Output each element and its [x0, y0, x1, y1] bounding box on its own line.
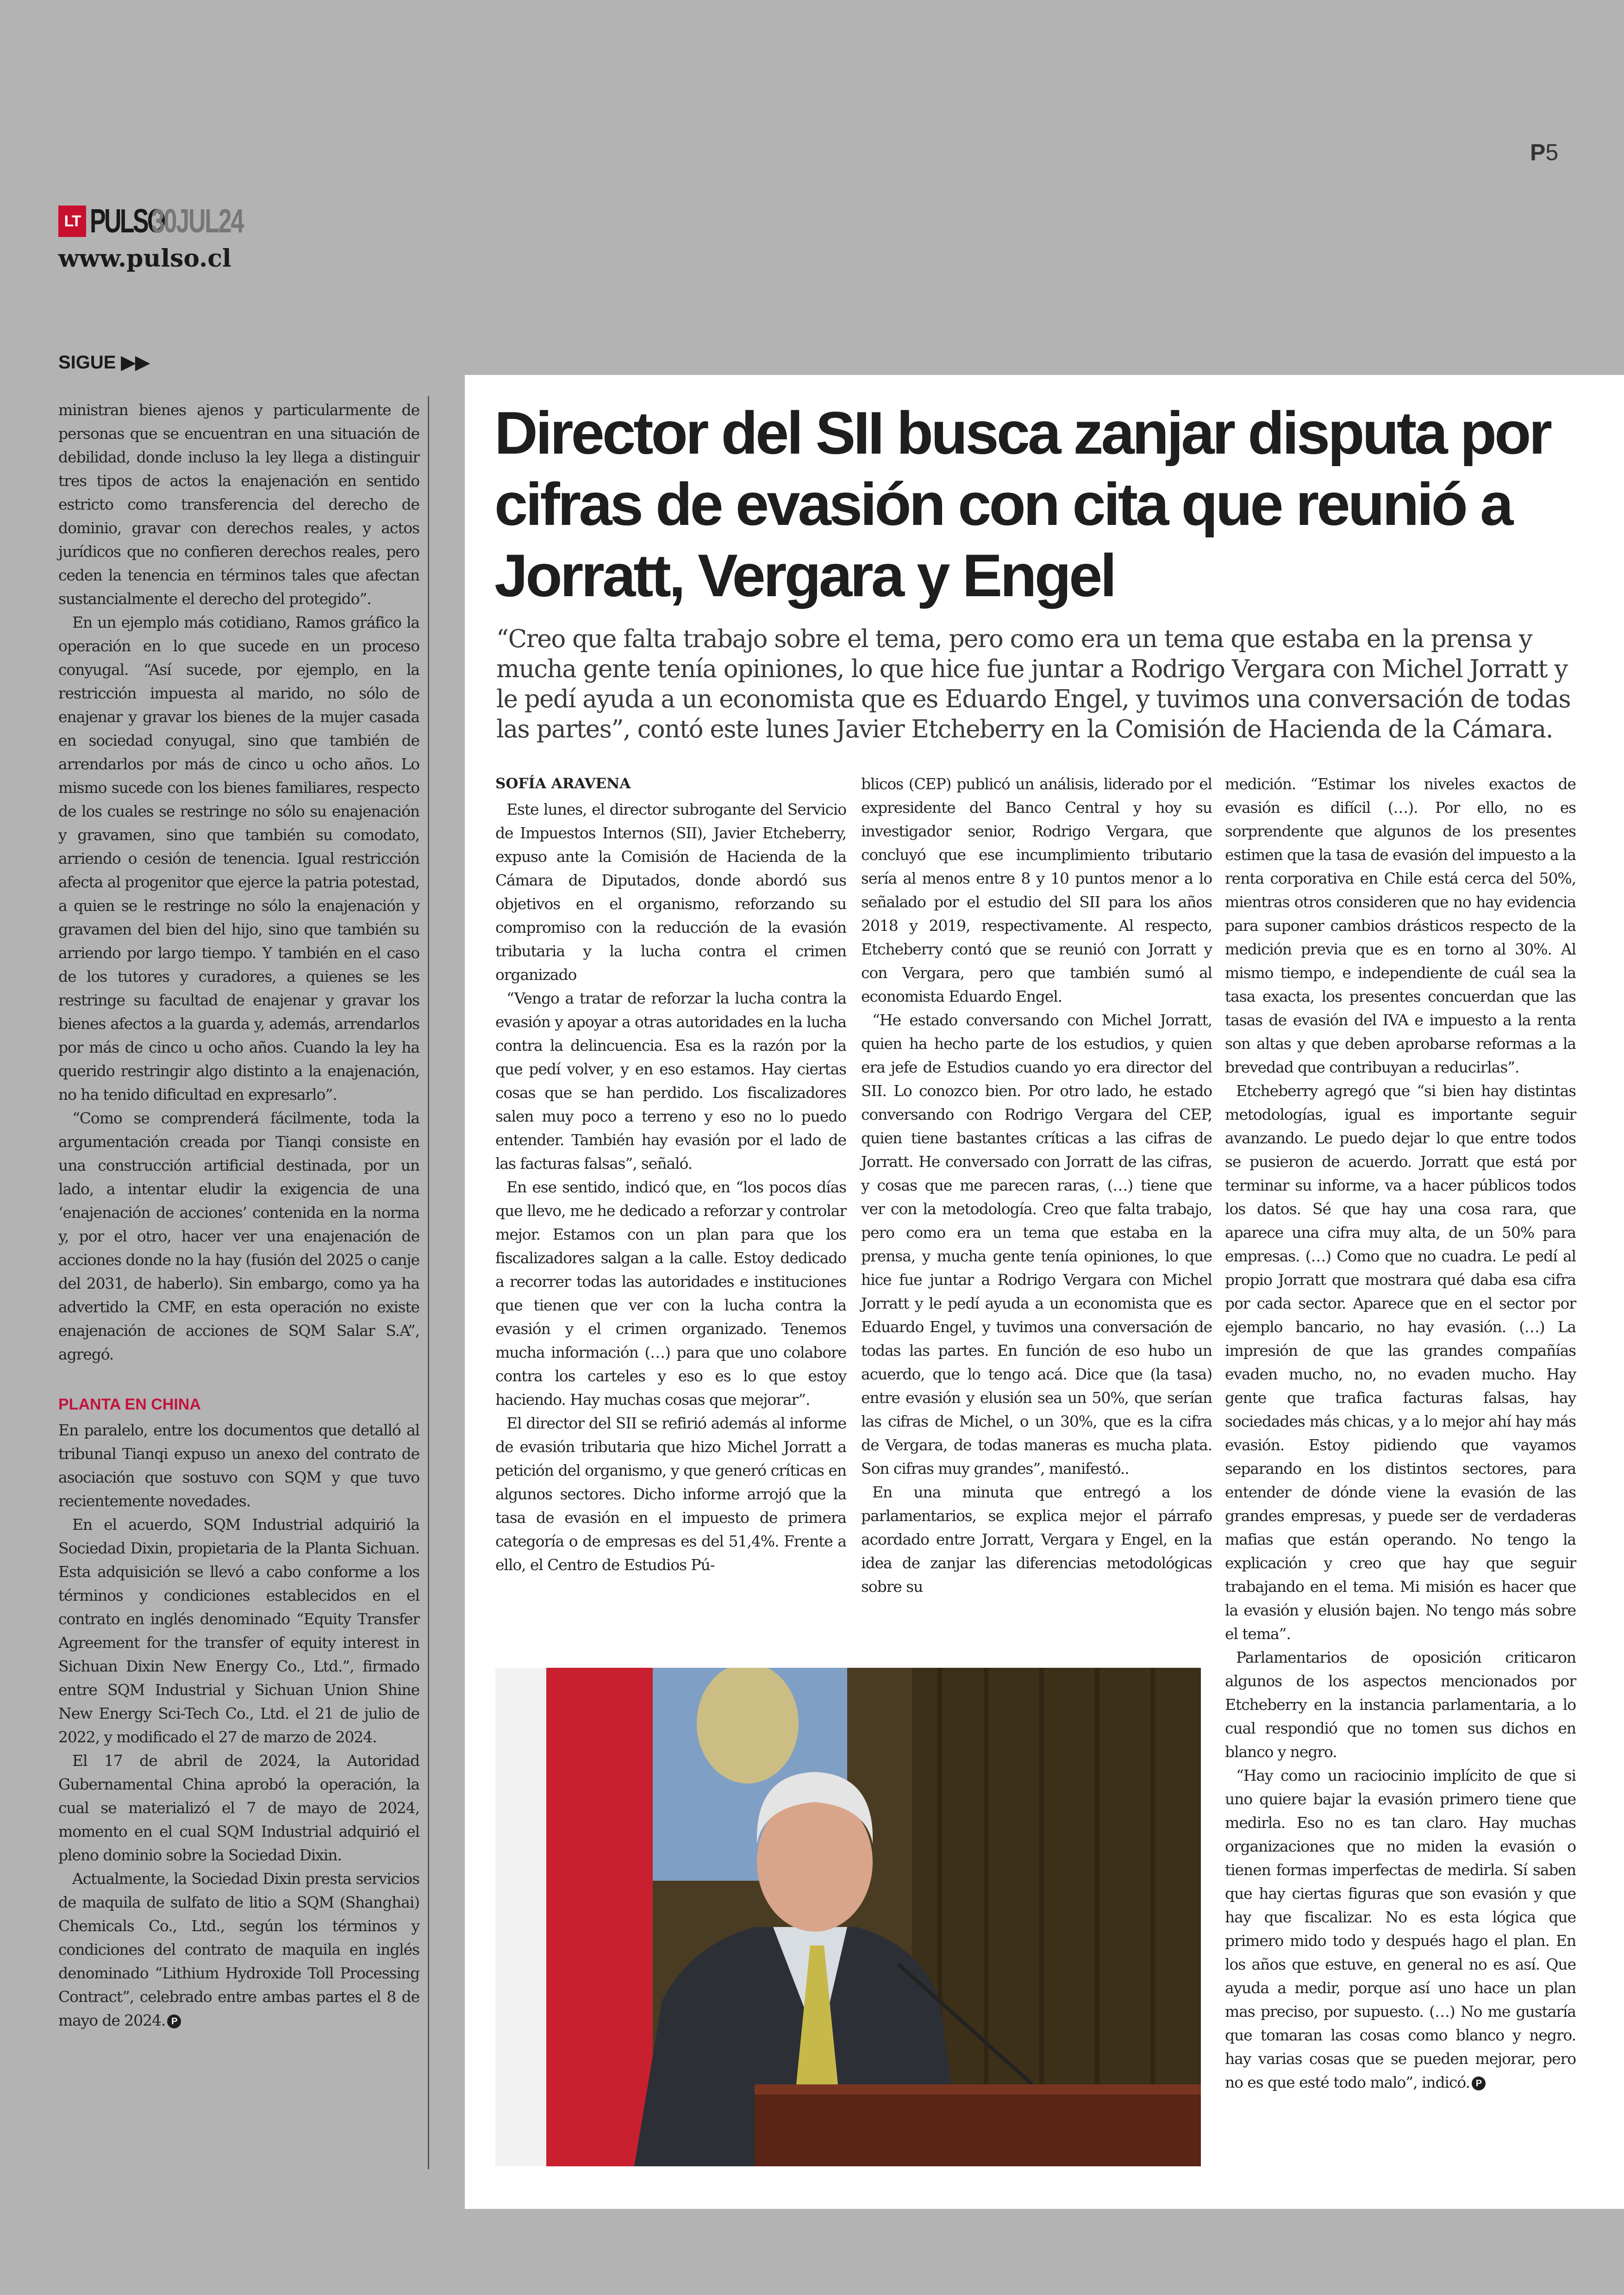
left-paragraph-text: Actualmente, la Sociedad Dixin presta servicios de maquila de sulfato de litio a SQM (Shanghai) Chemicals Co., Ltd., según los términos y condiciones del contrato de maquila en inglés denominado “Lithium Hydroxide Toll Processing Contract”, celebrado entre ambas partes el 8 de mayo de 2024.	[58, 1870, 419, 2029]
page-number-value: 5	[1545, 139, 1559, 165]
emblem	[697, 1668, 799, 1784]
podium	[755, 2084, 1201, 2166]
left-paragraph-last	[58, 1867, 419, 2032]
section-subhead: PLANTA EN CHINA	[58, 1396, 201, 1413]
article-photo	[495, 1668, 1201, 2166]
end-mark-icon: P	[1472, 2077, 1486, 2090]
article-paragraph-text: “Hay como un raciocinio implícito de que si uno quiere bajar la evasión primero tiene que medirla. Eso no es tan claro. Hay muchas organizaciones que no miden la evasión o tienen formas imperfectas de medirla. Sí saben que hay ciertas figuras que son evasión y que hay que fiscalizar. No es esta lógica que primero mido todo y después hago el plan. En los años que estuve, en general no es así. Que ayuda a medir, porque así uno hace un plan mas preciso, por supuesto. (…) No me gustaría que tomaran las cosas como blanco y negro. hay varias cosas que se pueden mejorar, pero no es que esté todo malo”, indicó.	[1225, 1766, 1576, 2091]
page-number	[1530, 139, 1558, 166]
article-paragraph: “Vengo a tratar de reforzar la lucha contra la evasión y apoyar a otras autoridades en la lucha contra la delincuencia. Esa es la razón por la que pedí volver, y en eso estamos. Hay ciertas cosas que se han perdido. Los fiscalizadores salen muy poco a terreno y eso no lo puedo entender. También hay evasión por el lado de las facturas falsas”, señaló.	[495, 989, 846, 1172]
end-mark-icon: P	[167, 2014, 181, 2028]
article-deck: “Creo que falta trabajo sobre el tema, pero como era un tema que estaba en la prensa y mucha gente tenía opiniones, lo que hice fue juntar a Rodrigo Vergara con Michel Jorratt y le pedí ayuda a un economista que es Eduardo Engel, y tuvimos una conversación de todas las partes”, contó este lunes Javier Etcheberry en la Comisión de Hacienda de la Cámara.	[496, 625, 1571, 743]
article-paragraph: El director del SII se refirió además al informe de evasión tributaria que hizo Michel Jorratt a petición del organismo, y que generó críticas en algunos sectores. Dicho informe arrojó que la tasa de evasión en el impuesto de primera categoría o de empresas es del 51,4%. Frente a ello, el Centro de Estudios Pú-	[495, 1414, 846, 1574]
left-paragraph: “Como se comprenderá fácilmente, toda la argumentación creada por Tianqi consiste en una construcción artificial destinada, por un lado, a intentar eludir la exigencia de una ‘enajenación de acciones’ contenida en la norma y, por el otro, hacer ver una enajenación de acciones donde no la hay (fusión del 2025 o canje del 2031, de haberlo). Sin embargo, como ya ha advertido la CMF, en esta operación no existe enajenación de acciones de SQM Salar S.A”, agregó.	[58, 1109, 419, 1363]
masthead	[58, 202, 279, 240]
left-paragraph: En el acuerdo, SQM Industrial adquirió la Sociedad Dixin, propietaria de la Planta Sichuan. Esta adquisición se llevó a cabo conforme a los términos y condiciones establecidos en el contrato en inglés denominado “Equity Transfer Agreement for the transfer of equity interest in Sichuan Dixin New Energy Co., Ltd.”, firmado entre SQM Industrial y Sichuan Union Shine New Energy Sci-Tech Co., Ltd. el 21 de julio de 2022, y modificado el 27 de marzo de 2024.	[58, 1515, 419, 1746]
continuation-label: SIGUE ▶▶	[58, 352, 150, 373]
article-paragraph: Parlamentarios de oposición criticaron algunos de los aspectos mencionados por Etcheberry en la instancia parlamentaria, a lo cual respondió que no tomen sus dichos en blanco y negro.	[1225, 1648, 1576, 1761]
podium-edge	[755, 2084, 1201, 2095]
publication-name: PULSO	[90, 203, 164, 240]
article-paragraph: Este lunes, el director subrogante del Servicio de Impuestos Internos (SII), Javier Etcheberry, expuso ante la Comisión de Hacienda de la Cámara de Diputados, donde abordó sus objetivos en el organismo, reforzando su compromiso con la reducción de la evasión tributaria y la lucha contra el crimen organizado	[495, 800, 846, 984]
left-paragraph: El 17 de abril de 2024, la Autoridad Gubernamental China aprobó la operación, la cual se materializó el 7 de mayo de 2024, momento en el cual SQM Industrial adquirió el pleno dominio sobre la Sociedad Dixin.	[58, 1752, 419, 1864]
left-paragraph: En paralelo, entre los documentos que detalló al tribunal Tianqi expuso un anexo del contrato de asociación que sostuvo con SQM y que tuvo recientemente novedades.	[58, 1421, 419, 1510]
article-paragraph: Etcheberry agregó que “si bien hay distintas metodologías, igual es importante seguir avanzando. Le puedo dejar lo que entre todos se pusieron de acuerdo. Jorratt que está por terminar su informe, va a hacer públicos todos los datos. Sé que hay una cosa rara, que aparece una cifra muy alta, de un 50% para empresas. (…) Como que no cuadra. Le pedí al propio Jorratt que mostrara qué daba esa cifra por cada sector. Aparece que en el sector por ejemplo bancario, no hay evasión. (…) La impresión de que las grandes compañías evaden mucho, no, no evaden mucho. Hay gente que trafica facturas falsas, hay sociedades más chicas, y a lo mejor ahí hay más evasión. Estoy pidiendo que vayamos separando en los distintos sectores, para entender de dónde viene la evasión de las grandes empresas, y puede ser de verdaderas mafias que están operando. No tengo la explicación y creo que hay que seguir trabajando en el tema. Mi misión es hacer que la evasión y elusión bajen. No tengo más sobre el tema”.	[1225, 1082, 1576, 1643]
lt-logo: LT	[58, 206, 86, 237]
left-column	[58, 398, 419, 2032]
article-column-3	[1225, 772, 1576, 2094]
page-number-prefix: P	[1530, 139, 1546, 165]
byline: SOFÍA ARAVENA	[495, 775, 631, 792]
article-paragraph: blicos (CEP) publicó un análisis, liderado por el expresidente del Banco Central y hoy su investigador senior, Rodrigo Vergara, que concluyó que ese incumplimiento tributario sería al menos entre 8 y 10 puntos menor a lo señalado por el estudio del SII para los años 2018 y 2019, respectivamente. Al respecto, Etcheberry contó que se reunió con Jorratt y con Vergara, pero que también sumó al economista Eduardo Engel.	[861, 775, 1212, 1005]
article-paragraph: medición. “Estimar los niveles exactos de evasión es difícil (…). Por ello, no es sorprendente que algunos de los presentes estimen que la tasa de evasión del impuesto a la renta corporativa en Chile está cerca del 50%, mientras otros consideren que no hay evidencia para suponer cambios drásticos respecto de la medición previa que es en torno al 30%. Al mismo tiempo, e independiente de cuál sea la tasa exacta, los presentes concuerdan que las tasas de evasión del IVA e impuesto a la renta son altas y que deben aprobarse reformas a la brevedad que contribuyan a reducirlas”.	[1225, 775, 1576, 1076]
flag-red	[546, 1668, 653, 2166]
left-paragraph: ministran bienes ajenos y particularmente de personas que se encuentran en una situación de debilidad, donde incluso la ley llega a distinguir tres tipos de actos la enajenación en sentido estricto como transferencia del derecho de dominio, gravar con derechos reales, y actos jurídicos que no confieren derechos reales, pero ceden la tenencia en términos tales que afectan sustancialmente el derecho del protegido”.	[58, 401, 419, 608]
article-column-1	[495, 772, 846, 1577]
article-column-2	[861, 772, 1212, 1598]
article-paragraph: En ese sentido, indicó que, en “los pocos días que llevo, me he dedicado a reforzar y controlar mejor. Estamos con un plan para que los fiscalizadores salgan a la calle. Estoy dedicado a recorrer todas las autoridades e instituciones que tienen que ver con la lucha contra la evasión y el crimen organizado. Tenemos mucha información (…) para que uno colabore contra los carteles y eso es lo que estoy haciendo. Hay muchas cosas que mejorar”.	[495, 1178, 846, 1409]
publication-date: 30JUL24	[151, 203, 244, 240]
speaker-photo	[495, 1668, 1201, 2166]
flag-white	[495, 1668, 546, 2166]
left-paragraph: En un ejemplo más cotidiano, Ramos gráfico la operación en lo que sucede en un proceso conyugal. “Así sucede, por ejemplo, en la restricción impuesta al marido, no sólo de enajenar y gravar los bienes de la mujer casada en sociedad conyugal, sino que también de arrendarlos por más de cinco u ocho años. Lo mismo sucede con los bienes familiares, respecto de los cuales se restringe no sólo su enajenación y gravamen, sino que también su comodato, arriendo o cesión de tenencia. Igual restricción afecta al progenitor que ejerce la patria potestad, a quien se le restringe no sólo la enajenación y gravamen del bien del hijo, sino que también su arriendo por largo tiempo. Y también en el caso de los tutores y curadores, a quienes se les restringe su facultad de enajenar y gravar los bienes afectos a la guarda y, además, arrendarlos por más de cinco u ocho años. Cuando la ley ha querido restringir algo distinto a la enajenación, no ha tenido dificultad en expresarlo”.	[58, 613, 419, 1104]
article-paragraph: “He estado conversando con Michel Jorratt, quien ha hecho parte de los estudios, y quien era jefe de Estudios cuando yo era director del SII. Lo conozco bien. Por otro lado, he estado conversando con Rodrigo Vergara del CEP, quien tiene bastantes críticas a las cifras de Jorratt. He conversado con Jorratt de las cifras, y cosas que me parecen raras, (…) tiene que ver con la metodología. Creo que falta trabajo, pero como era un tema que estaba en la prensa, y mucha gente tenía opiniones, lo que hice fue juntar a Rodrigo Vergara con Michel Jorratt y le pedí ayuda a un economista que es Eduardo Engel, y tuvimos una conversación de todas las partes. En función de eso hubo un acuerdo, que lo tengo acá. Dice que (la tasa) entre evasión y elusión sea un 50%, que serían las cifras de Michel, o un 30%, que es la cifra de Vergara, de todas maneras es mucha plata. Son cifras muy grandes”, manifestó..	[861, 1011, 1212, 1478]
article-paragraph: En una minuta que entregó a los parlamentarios, se explica mejor el párrafo acordado entre Jorratt, Vergara y Engel, en la idea de zanjar las diferencias metodológicas sobre su	[861, 1483, 1212, 1596]
column-divider	[428, 396, 429, 2169]
website-url: www.pulso.cl	[58, 244, 231, 273]
article-paragraph-last	[1225, 1764, 1576, 2094]
article-headline: Director del SII busca zanjar disputa por cifras de evasión con cita que reunió a Jorratt, Vergara y Engel	[494, 399, 1550, 609]
